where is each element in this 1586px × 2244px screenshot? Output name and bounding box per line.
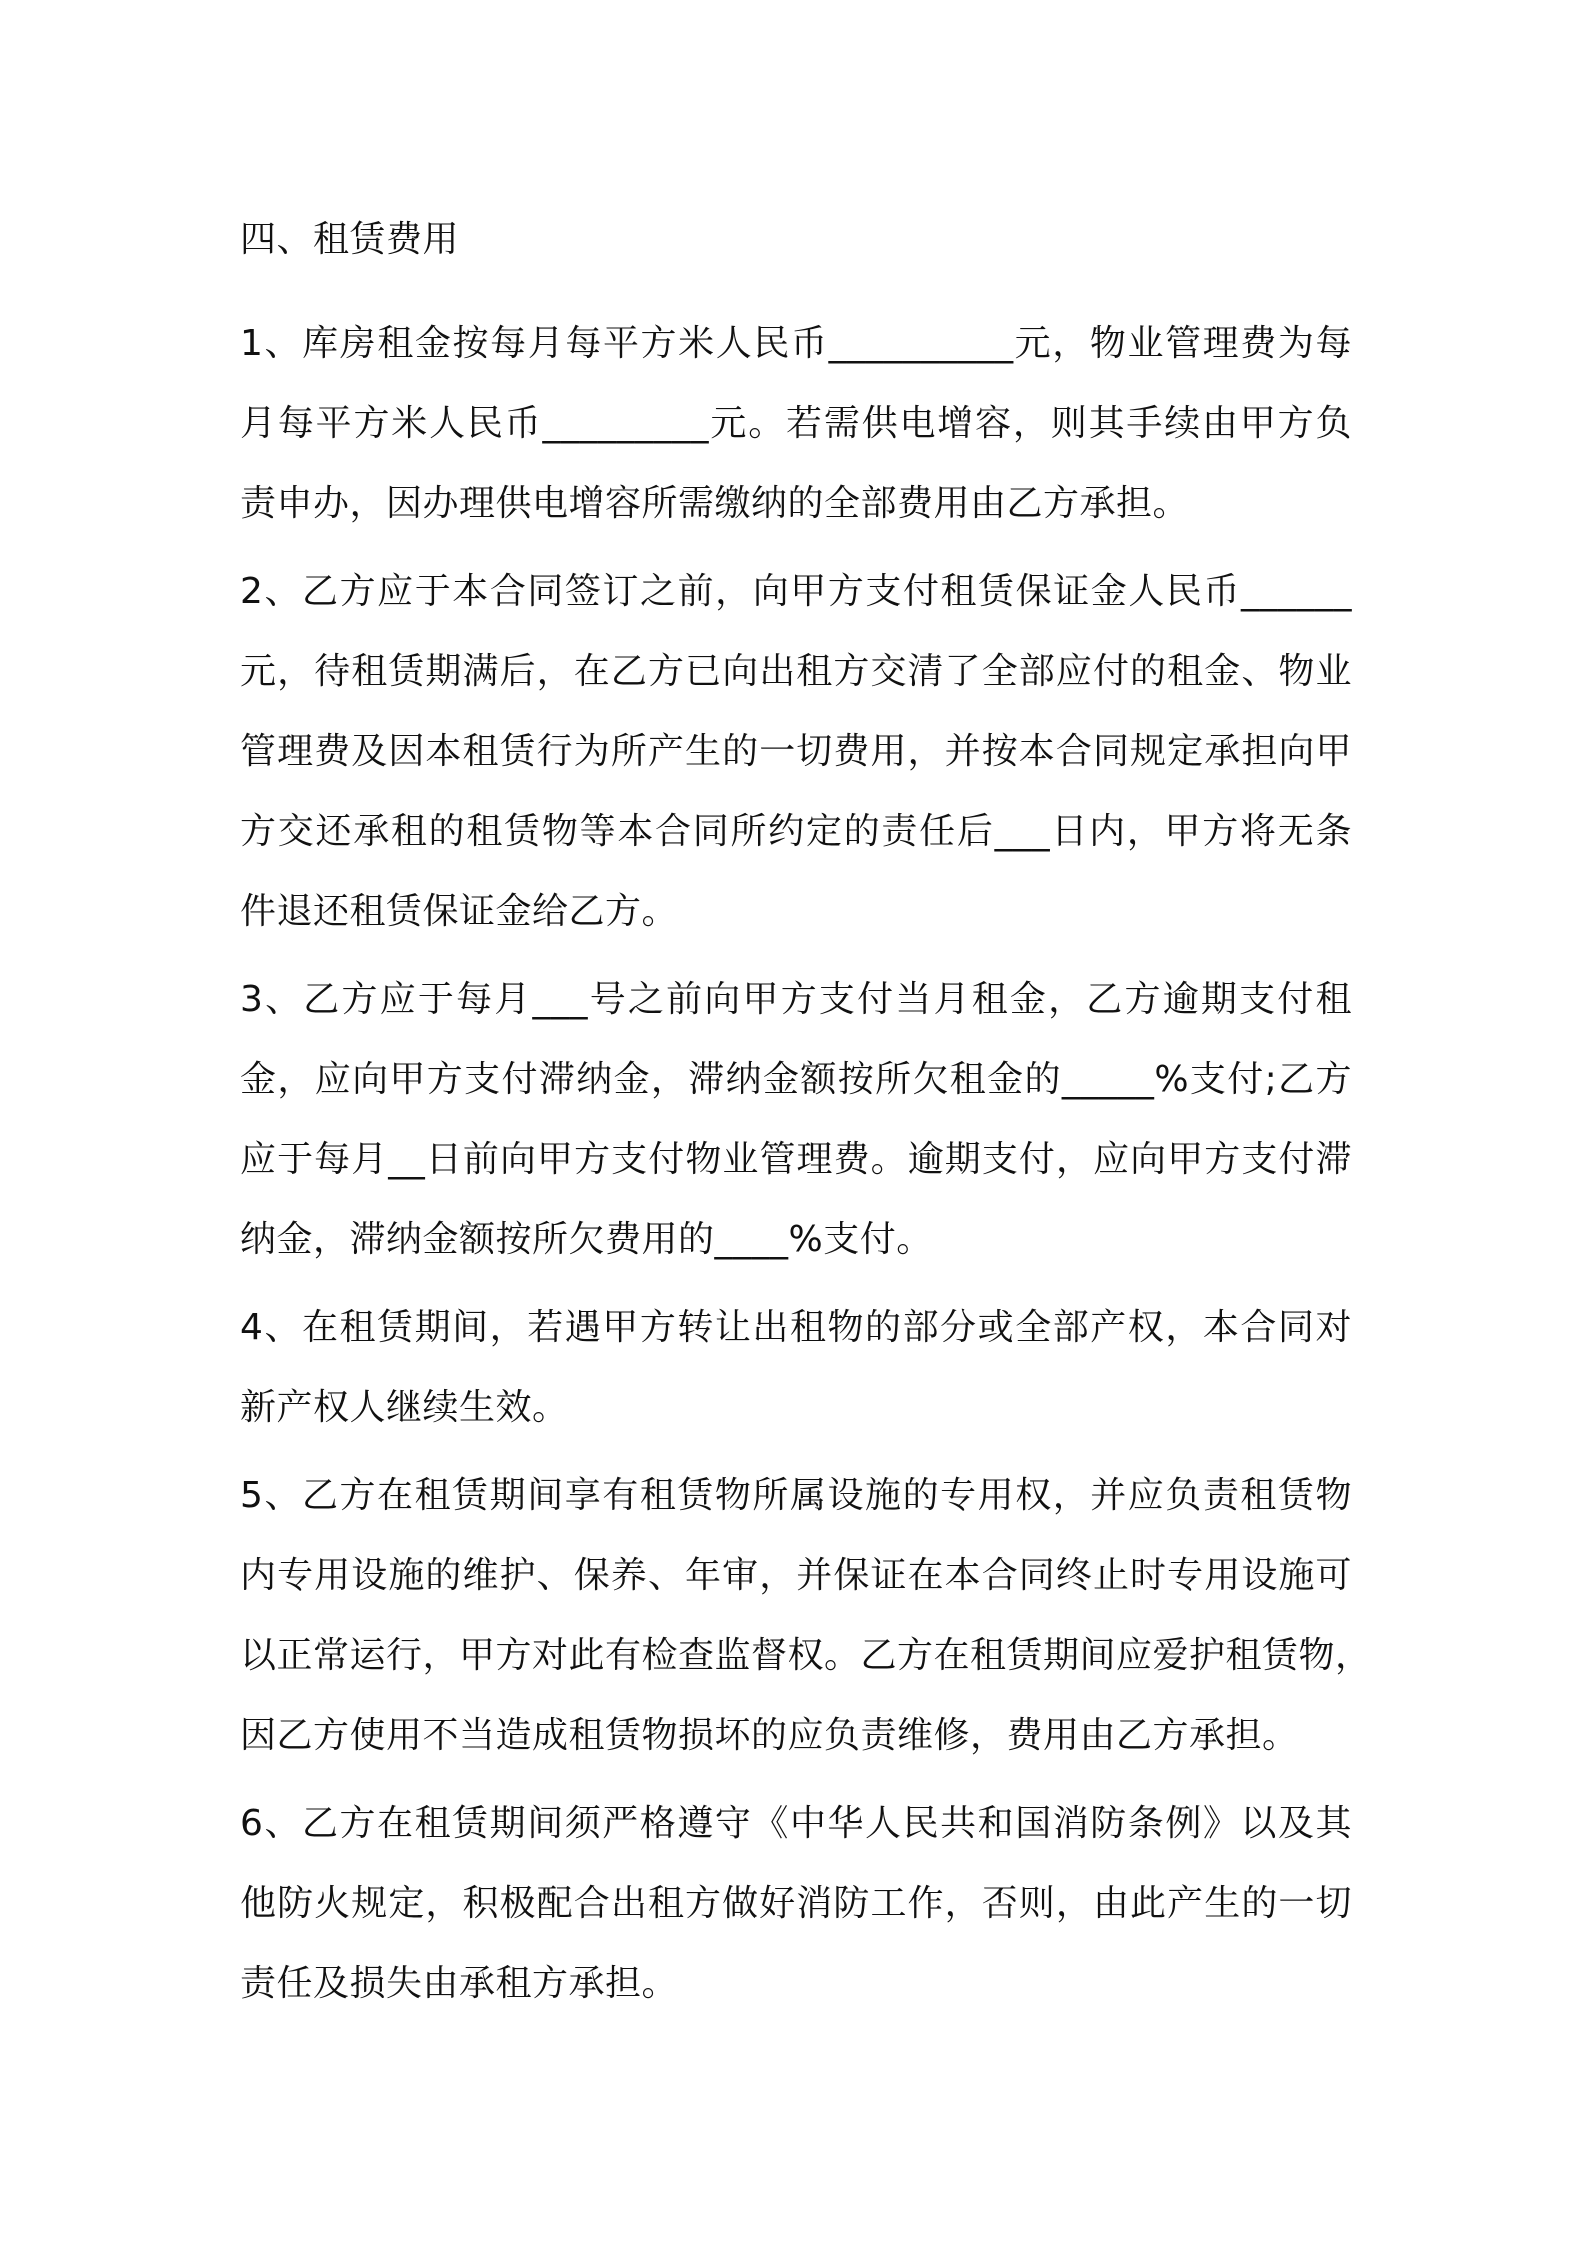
paragraph-1 <box>240 304 1352 544</box>
paragraph-line: 责任及损失由承租方承担。 <box>240 1963 679 2004</box>
paragraph-line: 纳金，滞纳金额按所欠费用的____%支付。 <box>240 1219 933 1260</box>
paragraph-5 <box>240 1456 1372 1776</box>
paragraph-2 <box>240 552 1352 952</box>
paragraph-line: 5、乙方在租赁期间享有租赁物所属设施的专用权，并应负责租赁物 <box>240 1475 1352 1516</box>
paragraph-line: 1、库房租金按每月每平方米人民币__________元，物业管理费为每 <box>240 323 1352 364</box>
paragraph-line: 应于每月__日前向甲方支付物业管理费。逾期支付，应向甲方支付滞 <box>240 1139 1352 1180</box>
paragraph-line: 内专用设施的维护、保养、年审，并保证在本合同终止时专用设施可 <box>240 1555 1352 1596</box>
paragraph-line: 件退还租赁保证金给乙方。 <box>240 891 679 932</box>
paragraph-line: 2、乙方应于本合同签订之前，向甲方支付租赁保证金人民币______ <box>240 571 1352 612</box>
paragraph-line: 3、乙方应于每月___号之前向甲方支付当月租金，乙方逾期支付租 <box>240 979 1352 1020</box>
paragraph-line: 他防火规定，积极配合出租方做好消防工作，否则，由此产生的一切 <box>240 1883 1352 1924</box>
paragraph-line: 元，待租赁期满后，在乙方已向出租方交清了全部应付的租金、物业 <box>240 651 1352 692</box>
paragraph-6 <box>240 1784 1352 2024</box>
paragraph-line: 4、在租赁期间，若遇甲方转让出租物的部分或全部产权，本合同对 <box>240 1307 1352 1348</box>
paragraph-line: 以正常运行，甲方对此有检查监督权。乙方在租赁期间应爱护租赁物， <box>240 1635 1372 1676</box>
paragraph-3 <box>240 960 1352 1280</box>
document-body <box>240 200 1372 2024</box>
paragraph-line: 6、乙方在租赁期间须严格遵守《中华人民共和国消防条例》以及其 <box>240 1803 1352 1844</box>
paragraph-4 <box>240 1288 1352 1448</box>
paragraph-line: 责申办，因办理供电增容所需缴纳的全部费用由乙方承担。 <box>240 483 1190 524</box>
paragraph-line: 管理费及因本租赁行为所产生的一切费用，并按本合同规定承担向甲 <box>240 731 1352 772</box>
paragraph-line: 新产权人继续生效。 <box>240 1387 569 1428</box>
section-title: 四、租赁费用 <box>240 219 460 260</box>
paragraph-line: 因乙方使用不当造成租赁物损坏的应负责维修，费用由乙方承担。 <box>240 1715 1299 1756</box>
paragraph-line: 月每平方米人民币_________元。若需供电增容，则其手续由甲方负 <box>240 403 1352 444</box>
paragraph-line: 金，应向甲方支付滞纳金，滞纳金额按所欠租金的_____%支付;乙方 <box>240 1059 1352 1100</box>
paragraph-line: 方交还承租的租赁物等本合同所约定的责任后___日内，甲方将无条 <box>240 811 1352 852</box>
